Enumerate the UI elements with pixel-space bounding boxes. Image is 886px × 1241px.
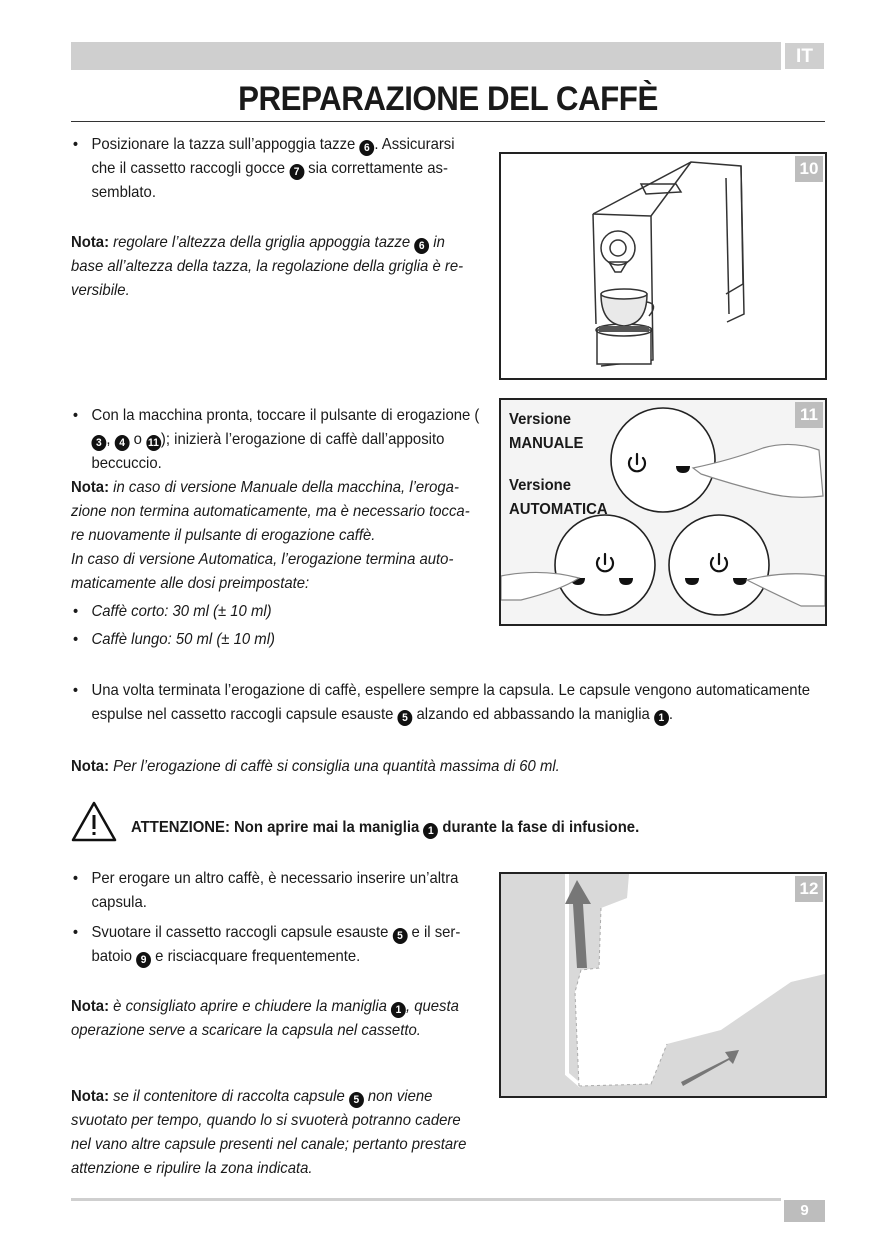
language-tag: IT xyxy=(784,42,825,70)
figure-number: 10 xyxy=(795,156,823,182)
bullet-touch-button: • Con la macchina pronta, toccare il pulsante di erogazione (3 , 4 o 11 ); inizierà l’erogazione di caffè dall’apposito beccuccio. xyxy=(71,404,480,476)
figure-10-machine xyxy=(499,152,827,380)
warning-text: ATTENZIONE: Non aprire mai la maniglia 1 durante la fase di infusione. xyxy=(131,819,640,837)
section-dispensing xyxy=(71,404,480,652)
warning-icon xyxy=(71,800,117,842)
figure-12-capsule-channel xyxy=(499,872,827,1098)
note-max-quantity: Nota: Per l’erogazione di caffè si consiglia una quantità massima di 60 ml. xyxy=(71,758,560,775)
note-capsule-container: Nota: se il contenitore di raccolta capsule 5 non viene svuotato per tempo, quando lo si svuoterà potranno cadere nel vano altre capsule presenti nel canale; pertanto prestare attenzione e ripulire la zona indicata. xyxy=(71,1088,467,1177)
bullet-position-cup: • Posizionare la tazza sull’appoggia tazze 6 . Assicurarsi che il cassetto raccogli gocce 7 sia correttamente as-semblato. xyxy=(71,133,480,205)
bullet-empty-drawer: • Svuotare il cassetto raccogli capsule esauste 5 e il ser-batoio 9 e risciacquare frequentemente. xyxy=(71,921,480,969)
coffee-machine-illustration xyxy=(501,154,825,378)
page-number: 9 xyxy=(784,1200,825,1222)
capsule-channel-illustration xyxy=(501,874,825,1096)
title-divider xyxy=(71,121,825,122)
touch-buttons-illustration xyxy=(501,400,825,624)
section-capsule-eject xyxy=(71,679,824,779)
bullet-eject-capsule: • Una volta terminata l’erogazione di caffè, espellere sempre la capsula. Le capsule vengono automaticamente espulse nel cassetto raccogli capsule esauste 5 alzando ed abbassando la maniglia 1 . xyxy=(71,679,824,727)
note-grid-height: Nota: regolare l’altezza della griglia appoggia tazze 6 in base all’altezza della tazza, la regolazione della griglia è re-versibile. xyxy=(71,234,464,299)
note-open-close-handle: Nota: è consigliato aprire e chiudere la maniglia 1 , questa operazione serve a scaricare la capsula nel cassetto. xyxy=(71,998,459,1039)
dose-long: • Caffè lungo: 50 ml (± 10 ml) xyxy=(71,628,480,652)
manual-version-label: Versione MANUALE xyxy=(509,411,584,452)
footer-divider xyxy=(71,1198,781,1201)
section-cup-placement xyxy=(71,133,480,303)
figure-11-buttons xyxy=(499,398,827,626)
bullet-another-coffee: • Per erogare un altro caffè, è necessario inserire un’altra capsula. xyxy=(71,867,480,915)
page-title: PREPARAZIONE DEL CAFFÈ xyxy=(238,80,658,118)
section-next-coffee xyxy=(71,867,480,1043)
figure-number: 12 xyxy=(795,876,823,902)
auto-version-label: Versione AUTOMATICA xyxy=(509,477,608,518)
dose-short: • Caffè corto: 30 ml (± 10 ml) xyxy=(71,600,480,624)
figure-number: 11 xyxy=(795,402,823,428)
auto-version-text: In caso di versione Automatica, l’erogazione termina auto-maticamente alle dosi preimpostate: xyxy=(71,551,454,592)
header-bar xyxy=(71,42,781,70)
note-manual-version: Nota: in caso di versione Manuale della macchina, l’eroga-zione non termina automaticamente, ma è necessario tocca-re nuovamente il pulsante di erogazione caffè. xyxy=(71,479,470,544)
